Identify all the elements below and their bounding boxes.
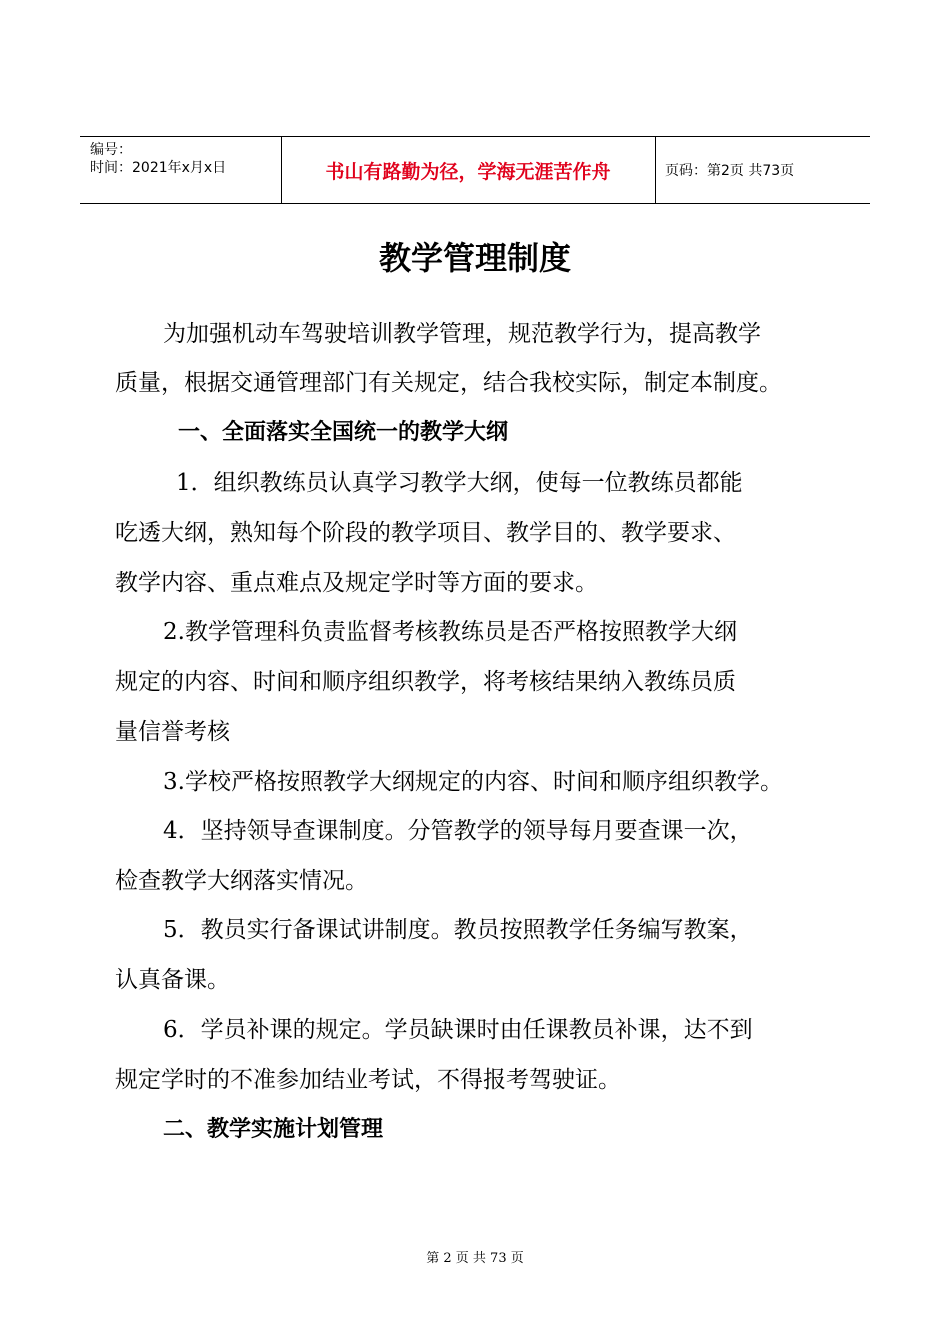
header-page-info: 页码：第2页 共73页 bbox=[665, 163, 795, 179]
body-line: 教学内容、重点难点及规定学时等方面的要求。 bbox=[115, 570, 598, 596]
header-motto: 书山有路勤为径，学海无涯苦作舟 bbox=[325, 160, 611, 183]
header-divider bbox=[655, 137, 656, 203]
body-line: 4．坚持领导查课制度。分管教学的领导每月要查课一次， bbox=[163, 818, 753, 844]
body-line: 1．组织教练员认真学习教学大纲，使每一位教练员都能 bbox=[176, 470, 743, 496]
body-line: 量信誉考核 bbox=[115, 719, 230, 745]
body-line: 3.学校严格按照教学大纲规定的内容、时间和顺序组织教学。 bbox=[163, 769, 783, 795]
header-left-cell bbox=[90, 141, 285, 177]
page-footer: 第 2 页 共 73 页 bbox=[426, 1251, 524, 1266]
section-heading-2: 二、教学实施计划管理 bbox=[163, 1117, 384, 1142]
body-line: 规定学时的不准参加结业考试，不得报考驾驶证。 bbox=[115, 1067, 621, 1093]
body-line: 认真备课。 bbox=[115, 967, 230, 993]
time-label: 时间：2021年x月x日 bbox=[90, 160, 227, 176]
body-line: 6．学员补课的规定。学员缺课时由任课教员补课，达不到 bbox=[163, 1017, 753, 1043]
body-line: 5．教员实行备课试讲制度。教员按照教学任务编写教案， bbox=[163, 917, 753, 943]
body-line: 检查教学大纲落实情况。 bbox=[115, 868, 368, 894]
body-line: 规定的内容、时间和顺序组织教学，将考核结果纳入教练员质 bbox=[115, 669, 736, 695]
body-line: 2.教学管理科负责监督考核教练员是否严格按照教学大纲 bbox=[163, 619, 737, 645]
body-line: 质量，根据交通管理部门有关规定，结合我校实际，制定本制度。 bbox=[115, 370, 782, 396]
section-heading-1: 一、全面落实全国统一的教学大纲 bbox=[178, 420, 509, 445]
document-title: 教学管理制度 bbox=[378, 239, 571, 277]
body-line: 为加强机动车驾驶培训教学管理，规范教学行为，提高教学 bbox=[163, 321, 761, 347]
page-header bbox=[80, 136, 870, 204]
number-label: 编号： bbox=[90, 142, 132, 158]
body-line: 吃透大纲，熟知每个阶段的教学项目、教学目的、教学要求、 bbox=[115, 520, 736, 546]
